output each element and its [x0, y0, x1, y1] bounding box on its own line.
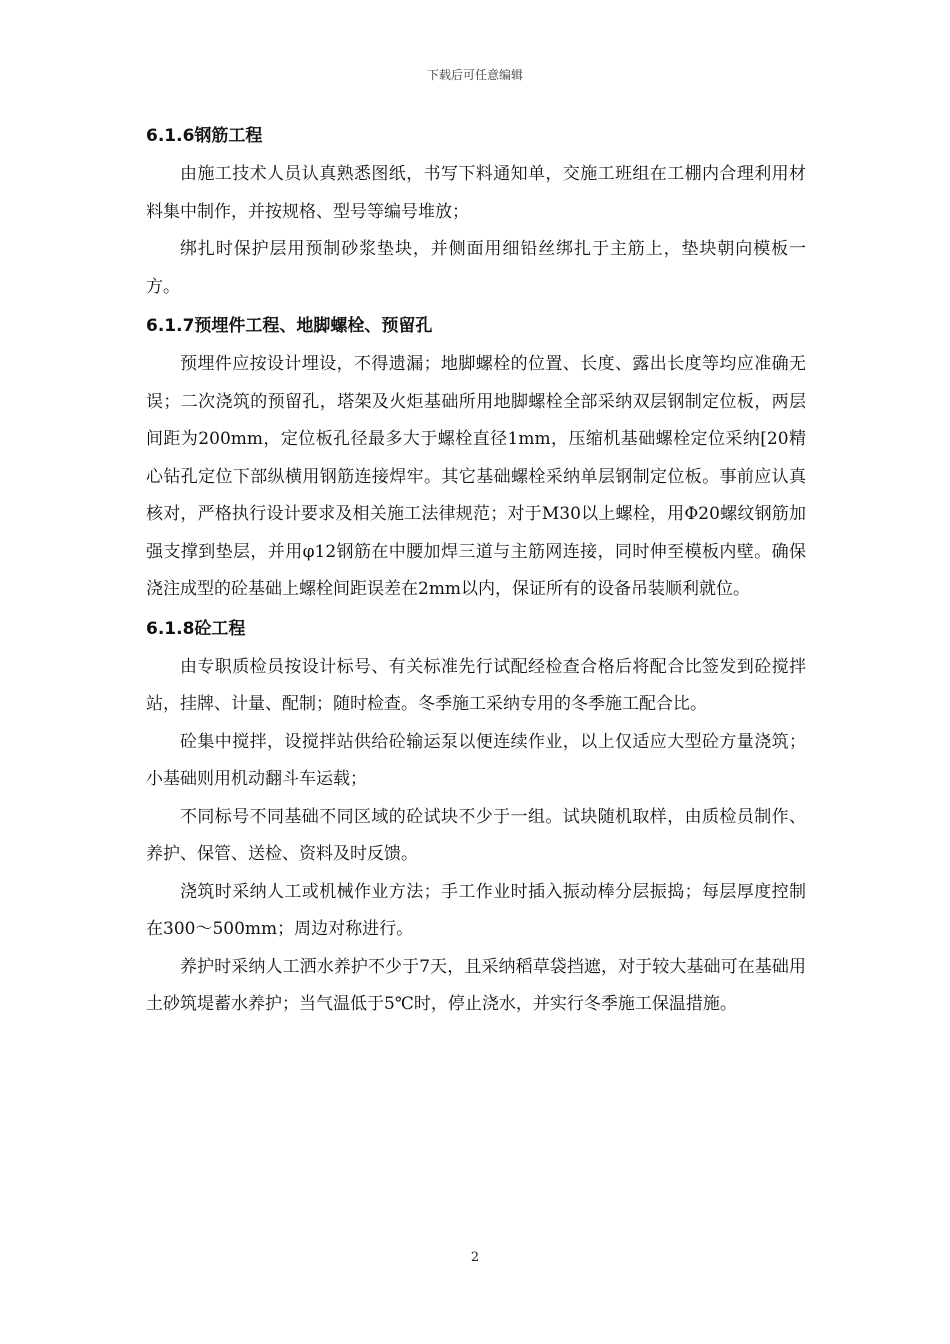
- paragraph: 由专职质检员按设计标号、有关标准先行试配经检查合格后将配合比签发到砼搅拌站，挂牌、计量、配制；随时检查。冬季施工采纳专用的冬季施工配合比。: [146, 656, 806, 714]
- paragraph: 由施工技术人员认真熟悉图纸，书写下料通知单，交施工班组在工棚内合理利用材料集中制作，并按规格、型号等编号堆放；: [146, 164, 806, 222]
- paragraph: 砼集中搅拌，设搅拌站供给砼输运泵以便连续作业，以上仅适应大型砼方量浇筑；小基础则用机动翻斗车运载；: [146, 731, 806, 789]
- page-number: 2: [470, 1250, 480, 1265]
- section-heading: 6.1.7预埋件工程、地脚螺栓、预留孔: [146, 316, 433, 336]
- page-header-note: 下载后可任意编辑: [426, 68, 523, 82]
- section-heading: 6.1.6钢筋工程: [146, 126, 263, 146]
- paragraph: 浇筑时采纳人工或机械作业方法；手工作业时插入振动棒分层振捣；每层厚度控制在300～500mm；周边对称进行。: [146, 881, 806, 939]
- paragraph: 预埋件应按设计埋设，不得遗漏；地脚螺栓的位置、长度、露出长度等均应准确无误；二次浇筑的预留孔，塔架及火炬基础所用地脚螺栓全部采纳双层钢制定位板，两层间距为200mm，定位板孔径最多大于螺栓直径1mm，压缩机基础螺栓定位采纳[20精心钻孔定位下部纵横用钢筋连接焊牢。其它基础螺栓采纳单层钢制定位板。事前应认真核对，严格执行设计要求及相关施工法律规范；对于M30以上螺栓，用Φ20螺纹钢筋加强支撑到垫层，并用φ12钢筋在中腰加焊三道与主筋网连接，同时伸至模板内壁。确保浇注成型的砼基础上螺栓间距误差在2mm以内，保证所有的设备吊装顺利就位。: [146, 354, 806, 599]
- section-heading: 6.1.8砼工程: [146, 618, 246, 639]
- section-rebar: [146, 116, 806, 306]
- section-embedded-parts: [146, 306, 806, 609]
- document-body: [146, 116, 806, 1024]
- paragraph: 绑扎时保护层用预制砂浆垫块，并侧面用细铅丝绑扎于主筋上，垫块朝向模板一方。: [146, 239, 806, 297]
- paragraph: 不同标号不同基础不同区域的砼试块不少于一组。试块随机取样，由质检员制作、养护、保管、送检、资料及时反馈。: [146, 806, 806, 864]
- section-concrete: [146, 609, 806, 1024]
- paragraph: 养护时采纳人工洒水养护不少于7天，且采纳稻草袋挡遮，对于较大基础可在基础用土砂筑堤蓄水养护；当气温低于5℃时，停止浇水，并实行冬季施工保温措施。: [146, 956, 806, 1014]
